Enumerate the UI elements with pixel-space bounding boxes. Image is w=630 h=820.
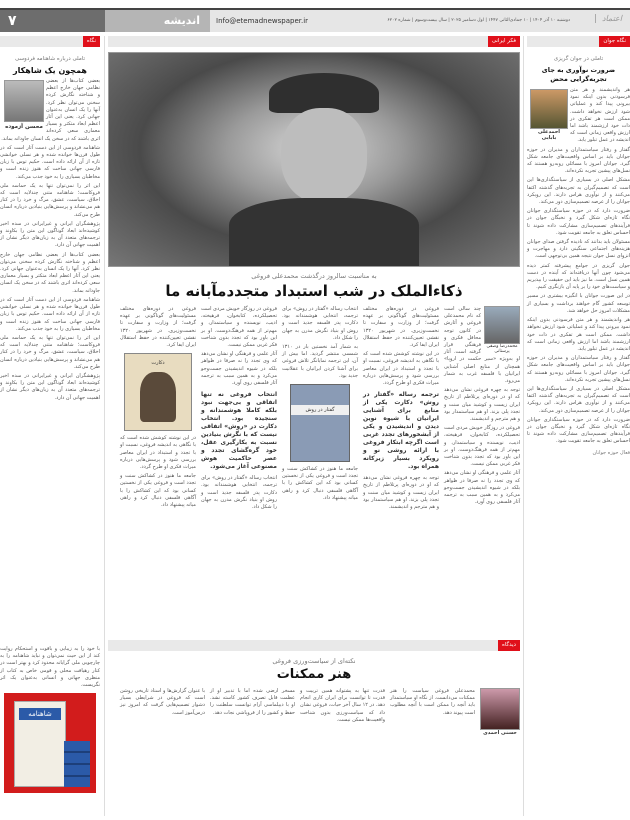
hat-shape xyxy=(269,73,379,113)
center-tag: فکر ایرانی xyxy=(488,36,520,47)
center-headline: ذکاءالملک در شب استبداد متجددمآبانه ما xyxy=(165,282,463,300)
page-header xyxy=(0,10,630,32)
descartes-portrait xyxy=(140,372,176,422)
paragraph: مشکل اصلی در بسیاری از سیاستگذاری‌ها این است که تصمیم‌گیران به تجربه‌های گذشته اکتفا می‌کنند و از نوآوری هراس دارند. این رویکرد جوانان را از عرصه تصمیم‌سازی دور می‌کند. xyxy=(527,177,630,206)
pull-quote: ترجمه رساله «گفتار در روش» دکارت یکی از منابع برای آشنایی ایرانیان با شیوه نوین دیدن و اندیشیدن و یکی از آبشخورهای تجدد غربی است اگرچه ابتکار فروغی با ارائه روشی نو و رویکرد بسیار زیرکانه همراه بود. xyxy=(363,391,439,471)
paragraph: گفتار و رفتار سیاستمداران و مدیران در حوزه جوانان باید بر اساس واقعیت‌های جامعه شکل گیرد. جوانان امروز با مسائلی روبه‌رو هستند که نسل‌های پیشین تجربه نکرده‌اند. xyxy=(527,355,630,383)
text-col xyxy=(120,306,196,349)
center-section-bar xyxy=(108,36,520,47)
paragraph: فروغی در دوره‌های مختلف مسئولیت‌های گوناگونی بر عهده گرفت؛ از وزارت و سفارت تا نخست‌وزیری. در شهریور ۱۳۲۰ نقشی تعیین‌کننده در حفظ استقلال ایران ایفا کرد. xyxy=(363,306,439,349)
paragraph: فروغی در روزگار خویش مردی است تحصیلکرده، کتابخوان، فرهیخته، ادیب، نویسنده و سیاستمدار، و مهم‌تر از همه فرهنگ‌دوست. او بر این باور بود که تجدد بدون شناخت فکر غربی ممکن نیست. xyxy=(200,306,277,349)
paragraph: بعضی کتاب‌ها از بعضی نظامی جهان خارج اعظم و شناخته نگارش کرده سخنی می‌توان نظر کرد. آنها را یک انسان به‌عنوان جهانی کرد. یعنی این آثار اعظم ابعاد متکثر و بسیار معماری سعی کرده‌اند اثری باشند که در سخن یک انسان جاودانه بماند. xyxy=(1,78,100,142)
paragraph: چند سالی است که نام محمدعلی فروغی و آثارش در کانون توجه محافل فکری و فرهنگی قرار گرفته است. آثار او به‌ویژه «سیر حکمت در اروپا» همچنان از منابع اصلی آشنایی ایرانیان با فلسفه غرب به شمار می‌رود. xyxy=(444,306,520,385)
pull-quote: انتخاب فروغی نه تنها اتفاقی و بی‌جهت نبود بلکه کاملا هوشمندانه و سنجیده بود. انتخاب دکارت در «روش» اتفاقی نیست که با نگرش بنیادین نسبت به بکارگیری عقل، خود گره‌گشای تجدد و عصر حاکمیت هوش مصنوعی آغاز می‌شود. xyxy=(201,391,277,471)
book-title: گفتار در روش xyxy=(291,405,349,415)
center-author: محمدرضا وصفی پرستانی xyxy=(486,344,518,354)
paragraph: شاهنامه فردوسی از این دست آثار است که در طول قرن‌ها خوانده شده و هر نسلی خوانشی تازه از آن ارائه داده است. حکیم توس با زبان فارسی جهانی ساخت که هنوز زنده است و مخاطبان بسیاری را به خود جذب می‌کند. xyxy=(0,144,100,180)
book-title: دکارت xyxy=(151,360,165,367)
paragraph: هر واندیشمند و هر متن فرسودنی بدون اینکه نمود بیرونی پیدا کند و عملیاتی شود ارزش نخواهد داشت. ممکن است هر تفکری در ذات خود ارزشمند باشد اما ارزش واقعی زمانی است که اندیشه در عمل تبلور یابد. xyxy=(527,317,630,352)
left-section-bar xyxy=(0,36,100,47)
paragraph: در این صورت جوانان با انگیزه بیشتری در مسیر توسعه کشور گام خواهند برداشت و بسیاری از مشکلات امروز حل خواهد شد. xyxy=(527,293,630,314)
paragraph: جامعه ما هنوز در کشاکش سنت و تجدد است و فروغی یکی از نخستین کسانی بود که این کشاکش را با آگاهی فلسفی دنبال کرد و راهی میانه پیشنهاد داد. xyxy=(120,473,196,509)
paragraph: قدرت تنها به پشتوانه همین تربیت و قدرت تا توانست برای ایران کاری انجام دهد. در ۱۲ سال آخر حیات، فروغی نشان داد که سیاست‌ورزی بدون شناخت واقعیت‌ها ممکن نیست. xyxy=(300,688,385,723)
left-bottom xyxy=(0,646,100,793)
paragraph: انتخاب رساله «گفتار در روش» برای ترجمه، انتخابی هوشمندانه بود. دکارت پدر فلسفه جدید است و روش او بنیاد نگرش مدرن به جهان را شکل داد. xyxy=(282,306,358,341)
left-tag: نگاه xyxy=(83,36,100,47)
paragraph: ضرورت دارد که در حوزه سیاستگذاری جوانان نگاه تازه‌ای شکل گیرد و نخبگان جوان در فرآیندهای تصمیم‌سازی مشارکت داده شوند تا احساس تعلق به جامعه تقویت شود. xyxy=(527,416,630,445)
paragraph: گفتار و رفتار سیاستمداران و مدیران در حوزه جوانان باید بر اساس واقعیت‌های جامعه شکل گیرد. جوانان امروز با مسائلی روبه‌رو هستند که نسل‌های پیشین تجربه نکرده‌اند. xyxy=(527,146,630,175)
bottom-tag: دیدگاه xyxy=(498,640,520,651)
text-col xyxy=(210,688,295,719)
center-kicker: به مناسبت سالروز درگذشت محمدعلی فروغی xyxy=(251,272,377,280)
left-author: محسن آزموده xyxy=(5,124,43,130)
paragraph: آثار علمی و فرهنگی او نشان می‌دهد که وی تجدد را نه صرفا در ظواهر بلکه در شیوه اندیشیدن جست‌وجو می‌کرد و به همین سبب به ترجمه آثار فلسفی روی آورد. xyxy=(201,351,277,387)
newspaper-logo: اعتماد xyxy=(595,14,622,23)
text-col xyxy=(282,466,358,502)
left-kicker: تاملی درباره شاهنامه فردوسی xyxy=(14,56,86,62)
book-stack xyxy=(64,741,90,787)
center-author-box xyxy=(484,306,520,354)
section-name: اندیشه xyxy=(105,10,210,32)
paragraph: توجه به چهره فروغی نشان می‌دهد که او در دوره‌ای پرتلاطم از تاریخ ایران زیست و کوشید میان سنت و تجدد پلی بزند. او هم سیاستمدار بود و هم مترجم و اندیشمند. xyxy=(444,387,520,423)
bottom-author-box xyxy=(480,688,520,736)
bottom-author: حسنی احمدی xyxy=(483,730,517,736)
bottom-body xyxy=(108,688,520,736)
paragraph: جوان گریزی در جوامع پیشرفته کمتر دیده می‌شود چون آنها دریافته‌اند که آینده در دست همین نسل است. ما نیز باید این حقیقت را بپذیریم و سیاست‌های خود را بر پایه آن بازنگری کنیم. xyxy=(526,262,630,291)
author-photo xyxy=(480,688,520,730)
text-col xyxy=(390,688,475,719)
right-kicker: تاملی در جوان گریزی xyxy=(553,56,604,62)
paragraph: این اثر را نمی‌توان تنها به یک حماسه ملی فروکاست؛ شاهنامه متنی چندلایه است که اخلاق، سیاست، عشق، مرگ و خرد را در کنار هم می‌نشاند و پرسش‌هایی بنیادین درباره انسان طرح می‌کند. xyxy=(0,334,100,370)
text-col xyxy=(300,688,385,726)
right-section-bar xyxy=(527,36,630,47)
paragraph: با خود را به زیبایی و باقوت و استحکام روایت کند از این حیث نمی‌توان و نباید شاهنامه را به چارچوبی ملی گرایانه محدود کرد و بهتر است در کنار رهیافت محلی و قومی خاص به کتاب از منظری جهانی و انسانی به‌عنوان یک اثر نگریست. xyxy=(0,646,100,689)
paragraph: توجه به چهره فروغی نشان می‌دهد که او در دوره‌ای پرتلاطم از تاریخ ایران زیست و کوشید میان سنت و تجدد پلی بزند. او هم سیاستمدار بود و هم مترجم و اندیشمند. xyxy=(363,475,439,511)
paragraph: جامعه ما هنوز در کشاکش سنت و تجدد است و فروغی یکی از نخستین کسانی بود که این کشاکش را با آگاهی فلسفی دنبال کرد و راهی میانه پیشنهاد داد. xyxy=(282,466,358,501)
page-number: ۷ xyxy=(0,10,105,32)
paragraph: فروغی در دوره‌های مختلف مسئولیت‌های گوناگونی بر عهده گرفت؛ از وزارت و سفارت تا نخست‌وزیری. در شهریور ۱۳۲۰ نقشی تعیین‌کننده در حفظ استقلال ایران ایفا کرد. xyxy=(120,306,196,349)
face-shape xyxy=(281,108,367,203)
right-author-box xyxy=(530,89,568,141)
shahnameh-book-image xyxy=(4,693,96,793)
center-column xyxy=(108,36,520,736)
article-col xyxy=(282,306,358,504)
paragraph: آثار علمی و فرهنگی او نشان می‌دهد که وی تجدد را نه صرفا در ظواهر بلکه در شیوه اندیشیدن جست‌وجو می‌کرد و به همین سبب به ترجمه آثار فلسفی روی آورد. xyxy=(444,470,520,506)
author-photo xyxy=(530,89,568,129)
center-body xyxy=(108,306,520,636)
left-closing xyxy=(0,646,100,689)
paragraph: شاهنامه فردوسی از این دست آثار است که در طول قرن‌ها خوانده شده و هر نسلی خوانشی تازه از آن ارائه داده است. حکیم توس با زبان فارسی جهانی ساخت که هنوز زنده است و مخاطبان بسیاری را به خود جذب می‌کند. xyxy=(0,296,100,332)
dateline: دوشنبه ۱۰ آذر ۱۴۰۴ | ۱۰ جمادی‌الثانی ۱۴۴۷ | اول دسامبر ۲۰۲۵ | سال بیست‌وسوم | شماره ۶۲۰۲ xyxy=(387,18,570,23)
right-footer: فعال حوزه جوانان xyxy=(592,449,630,456)
bottom-kicker: نکته‌ای از سیاست‌ورزی فروغی xyxy=(272,657,356,665)
author-photo xyxy=(484,306,520,344)
paragraph: پژوهشگران ایرانی و غیرایرانی در سده اخیر کوشیده‌اند ابعاد گوناگون این متن را بکاوند و ترجمه‌های متعدد آن به زبان‌های دیگر نشان از اهمیت جهانی آن دارد. xyxy=(0,220,100,249)
bottom-headline: هنر ممکنات xyxy=(276,667,352,682)
right-title: ضرورت نوآوری به جای تجربه‌گرایی محض xyxy=(541,66,616,83)
left-author-box xyxy=(4,80,44,130)
paragraph: با عنوان گزارش‌ها و اسناد تاریخی روشن است که فروغی در شرایطی بسیار دشوار تصمیم‌هایی گرفت که امروز نیز درس‌آموز است. xyxy=(120,688,205,716)
text-col xyxy=(363,306,439,387)
book-title: شاهنامه xyxy=(19,708,61,720)
text-col xyxy=(282,306,358,380)
author-photo xyxy=(4,80,44,122)
descartes-book-cover xyxy=(124,353,192,431)
coat-shape xyxy=(229,198,419,266)
paragraph: فروغی در روزگار خویش مردی است تحصیلکرده، کتابخوان، فرهیخته، ادیب، نویسنده و سیاستمدار، و مهم‌تر از همه فرهنگ‌دوست. او بر این باور بود که تجدد بدون شناخت فکر غربی ممکن نیست. xyxy=(443,425,520,468)
right-column xyxy=(527,36,630,456)
article-col xyxy=(444,306,520,508)
gofter-book-cover xyxy=(290,384,350,462)
forough-portrait-photo xyxy=(108,52,520,267)
paragraph: این اثر را نمی‌توان تنها به یک حماسه ملی فروکاست؛ شاهنامه متنی چندلایه است که اخلاق، سیاست، عشق، مرگ و خرد را در کنار هم می‌نشاند و پرسش‌هایی بنیادین درباره انسان طرح می‌کند. xyxy=(0,182,100,218)
paragraph: مشکل اصلی در بسیاری از سیاستگذاری‌ها این است که تصمیم‌گیران به تجربه‌های گذشته اکتفا می‌کنند و از نوآوری هراس دارند. این رویکرد جوانان را از عرصه تصمیم‌سازی دور می‌کند. xyxy=(527,385,630,414)
text-col xyxy=(120,435,196,509)
paragraph: در این نوشته کوشش شده است که با نگاهی به اندیشه فروغی، نسبت او با تجدد و استبداد در ایران معاصر بررسی شود و پرسش‌هایی درباره میراث فکری او طرح گردد. xyxy=(363,351,439,387)
article-col xyxy=(363,306,439,513)
paragraph: در این نوشته کوشش شده است که با نگاهی به اندیشه فروغی، نسبت او با تجدد و استبداد در ایران معاصر بررسی شود و پرسش‌هایی درباره میراث فکری او طرح گردد. xyxy=(120,435,196,471)
paragraph: ضرورت دارد که در حوزه سیاستگذاری جوانان نگاه تازه‌ای شکل گیرد و نخبگان جوان در فرآیندهای تصمیم‌سازی مشارکت داده شوند تا احساس تعلق به جامعه تقویت شود. xyxy=(527,208,630,236)
book-cover xyxy=(14,701,66,787)
bottom-section-bar xyxy=(108,640,520,651)
right-tag: نگاه جوان xyxy=(599,36,630,47)
left-title: همچون یک شاهکار xyxy=(13,66,87,75)
article-col xyxy=(201,306,277,513)
paragraph: بعضی کتاب‌ها از بعضی نظامی جهان خارج اعظم و شناخته نگارش کرده سخنی می‌توان نظر کرد. آنها را یک انسان به‌عنوان جهانی کرد. یعنی این آثار اعظم ابعاد متکثر و بسیار معماری سعی کرده‌اند اثری باشند که در سخن یک انسان جاودانه بماند. xyxy=(0,251,100,294)
column-divider xyxy=(523,36,524,816)
paragraph: هر واندیشمند و هر متن فرسودنی بدون اینکه نمود بیرونی پیدا کند و عملیاتی شود ارزش نخواهد داشت. ممکن است هر تفکری در ذات خود ارزشمند باشد اما ارزش واقعی زمانی است که اندیشه در عمل تبلور یابد. xyxy=(570,87,630,144)
email-link[interactable]: Info@etemadnewspaper.ir xyxy=(216,17,309,25)
article-col xyxy=(120,306,196,511)
text-col xyxy=(201,306,277,387)
text-col xyxy=(120,688,205,719)
paragraph: به شمار آمد نخستین بار در ۱۳۱۰ شمسی منتشر گردید. اما بیش از آن، این ترجمه نمایانگر تلاش فروغی برای آشنا کردن ایرانیان با عقلانیت جدید بود. xyxy=(282,344,358,379)
column-divider xyxy=(104,36,105,816)
right-author: احمدعلی بابایی xyxy=(537,129,561,141)
left-column xyxy=(0,36,100,404)
paragraph: مسئولان باید بدانند که نادیده گرفتن صدای جوانان هزینه‌های اجتماعی سنگینی دارد و مهاجرت و انزوای نسل جوان نتیجه همین بی‌توجهی است. xyxy=(527,239,630,260)
paragraph: محمدعلی فروغی سیاست را هنر ممکنات می‌دانست. از نگاه او سیاستمدار باید آنچه را ممکن است با آنچه مطلوب است پیوند دهد. xyxy=(390,688,475,716)
text-col xyxy=(363,475,439,511)
paragraph: پژوهشگران ایرانی و غیرایرانی در سده اخیر کوشیده‌اند ابعاد گوناگون این متن را بکاوند و ترجمه‌های متعدد آن به زبان‌های دیگر نشان از اهمیت جهانی آن دارد. xyxy=(0,372,100,401)
paragraph: مسخر ارضی شده اما با تدبیر او از عظمت قابل تصرف کشور کاسته نشد. او با دیپلماسی آرام توانست سلطنت را حفظ و کشور را از فروپاشی نجات دهد. xyxy=(210,688,295,716)
paragraph: انتخاب رساله «گفتار در روش» برای ترجمه، انتخابی هوشمندانه بود. دکارت پدر فلسفه جدید است و روش او بنیاد نگرش مدرن به جهان را شکل داد. xyxy=(201,475,277,511)
text-col xyxy=(201,475,277,511)
